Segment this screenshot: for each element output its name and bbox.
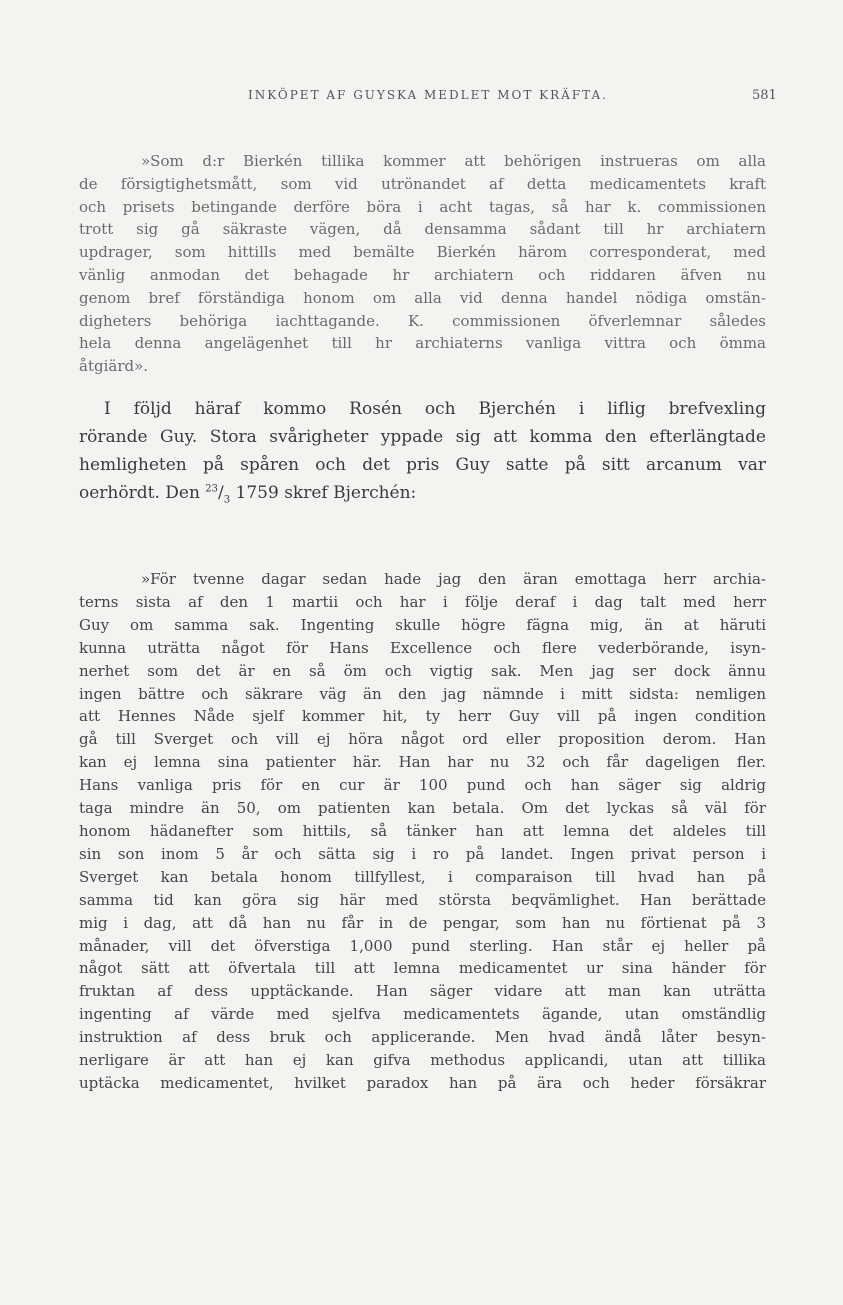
text-line: att Hennes Nåde sjelf kommer hit, ty herr Guy vill på ingen condition — [79, 707, 766, 726]
date-day: 23 — [205, 483, 219, 495]
text-line: något sätt att öfvertala till att lemna medicamentet ur sina händer för — [79, 959, 766, 978]
text-line: terns sista af den 1 martii och har i följe deraf i dag talt med herr — [79, 592, 766, 611]
quotation-bjerchen-letter — [79, 568, 766, 1095]
text-line: sin son inom 5 år och sätta sig i ro på landet. Ingen privat person i — [79, 844, 766, 863]
text-line: hemligheten på spåren och det pris Guy satte på sitt arcanum var — [79, 455, 766, 475]
text-line — [79, 479, 766, 507]
text-line: vänlig anmodan det behagade hr archiatern och riddaren äfven nu — [79, 265, 766, 284]
text-line: uptäcka medicamentet, hvilket paradox han på ära och heder försäkrar — [79, 1073, 766, 1092]
text-line: de försigtighetsmått, som vid utrönandet af detta medicamentets kraft — [79, 174, 766, 193]
text-line: åtgiärd». — [79, 357, 149, 376]
text-line: gå till Sverget och vill ej höra något ord eller proposition derom. Han — [79, 730, 766, 749]
text-fragment: 1759 skref Bjerchén: — [230, 483, 417, 503]
text-line: månader, vill det öfverstiga 1,000 pund sterling. Han står ej heller på — [79, 936, 766, 955]
text-line: Hans vanliga pris för en cur är 100 pund och han säger sig aldrig — [79, 776, 766, 795]
text-line: nerhet som det är en så öm och vigtig sak. Men jag ser dock ännu — [79, 661, 766, 680]
text-line: taga mindre än 50, om patienten kan betala. Om det lyckas så väl för — [79, 799, 766, 818]
body-paragraph — [79, 395, 766, 507]
page-number: 581 — [752, 88, 777, 103]
quotation-commission — [79, 150, 766, 378]
text-line: digheters behöriga iachttagande. K. commissionen öfverlemnar således — [79, 311, 766, 330]
text-line: honom hädanefter som hittils, så tänker han att lemna det aldeles till — [79, 821, 766, 840]
text-line: genom bref förständiga honom om alla vid denna handel nödiga omstän- — [79, 288, 766, 307]
text-line: ingen bättre och säkrare väg än den jag nämnde i mitt sidsta: nemligen — [79, 684, 766, 703]
text-line: mig i dag, att då han nu får in de pengar, som han nu förtienat på 3 — [79, 913, 766, 932]
text-line: Guy om samma sak. Ingenting skulle högre fägna mig, än at häruti — [79, 615, 766, 634]
text-line: hela denna angelägenhet till hr archiaterns vanliga vittra och ömma — [79, 334, 766, 353]
text-line: »För tvenne dagar sedan hade jag den äran emottaga herr archia- — [141, 570, 766, 588]
text-line: updrager, som hittills med bemälte Bierkén härom corresponderat, med — [79, 243, 766, 262]
running-head: INKÖPET AF GUYSKA MEDLET MOT KRÄFTA. — [248, 88, 608, 102]
text-line: trott sig gå säkraste vägen, då densamma sådant till hr archiatern — [79, 220, 766, 239]
text-line: ingenting af värde med sjelfva medicamentets ägande, utan omständlig — [79, 1005, 766, 1024]
text-line: fruktan af dess upptäckande. Han säger vidare att man kan uträtta — [79, 982, 766, 1001]
text-line: I följd häraf kommo Rosén och Bjerchén i liflig brefvexling — [104, 399, 766, 419]
text-line: Sverget kan betala honom tillfyllest, i comparaison till hvad han på — [79, 867, 766, 886]
text-line: nerligare är att han ej kan gifva methodus applicandi, utan att tillika — [79, 1051, 766, 1070]
text-line: samma tid kan göra sig här med största beqvämlighet. Han berättade — [79, 890, 766, 909]
date-slash: / — [218, 483, 224, 503]
text-line: kan ej lemna sina patienter här. Han har nu 32 och får dageligen fler. — [79, 753, 766, 772]
text-fragment: oerhördt. Den — [79, 483, 206, 503]
text-line: kunna uträtta något för Hans Excellence och flere vederbörande, isyn- — [79, 638, 766, 657]
text-line: instruktion af dess bruk och applicerande. Men hvad ändå låter besyn- — [79, 1028, 766, 1047]
text-line: »Som d:r Bierkén tillika kommer att behörigen instrueras om alla — [141, 152, 766, 170]
text-line: rörande Guy. Stora svårigheter yppade sig att komma den efterlängtade — [79, 427, 766, 447]
text-line: och prisets betingande derföre böra i acht tagas, så har k. commissionen — [79, 197, 766, 216]
date-month: 3 — [223, 494, 231, 506]
